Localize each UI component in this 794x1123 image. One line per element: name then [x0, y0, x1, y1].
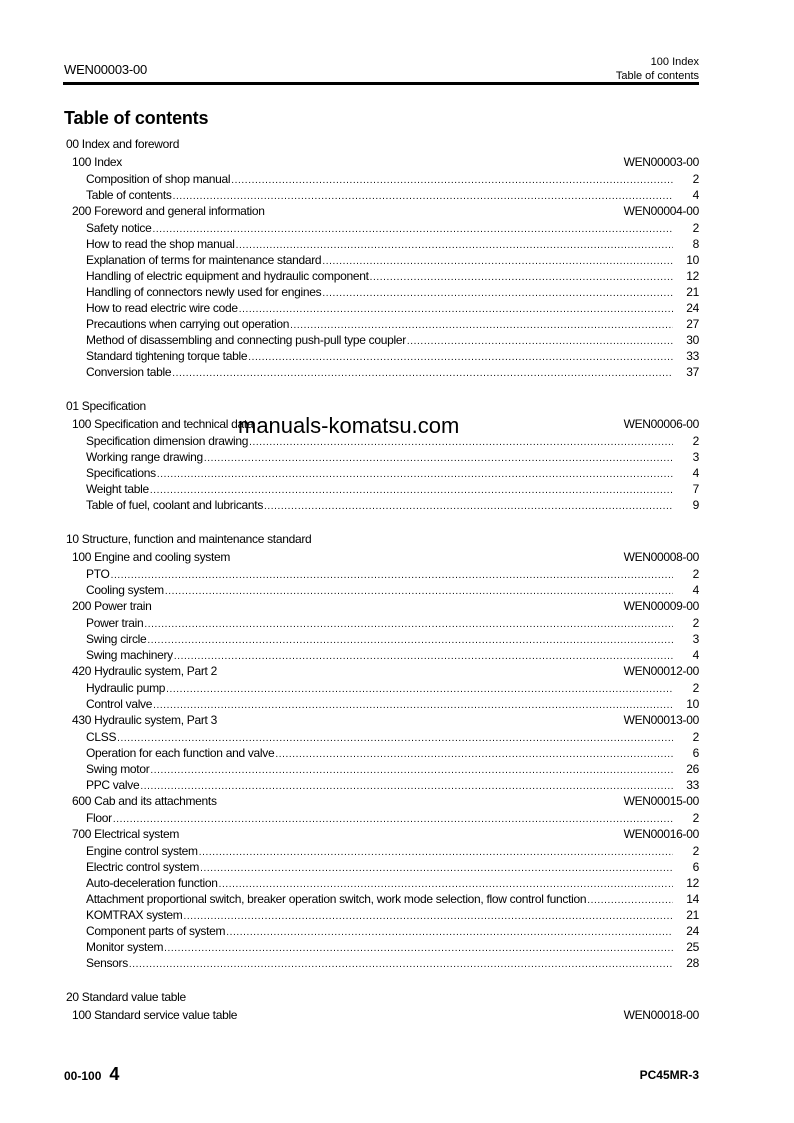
table-of-contents — [64, 136, 699, 1024]
toc-entry[interactable] — [64, 729, 699, 745]
dot-leader — [172, 366, 673, 382]
toc-entry[interactable] — [64, 777, 699, 793]
entry-page: 37 — [686, 365, 699, 379]
toc-entry[interactable] — [64, 875, 699, 891]
entry-page: 3 — [692, 632, 699, 646]
dot-leader — [144, 617, 673, 633]
dot-leader — [147, 633, 673, 649]
chapter-row[interactable] — [64, 1007, 699, 1024]
toc-section — [64, 531, 699, 971]
entry-title: Operation for each function and valve — [86, 746, 275, 760]
toc-entry[interactable] — [64, 332, 699, 348]
entry-title: PTO — [86, 567, 110, 581]
toc-entry[interactable] — [64, 859, 699, 875]
entry-title: KOMTRAX system — [86, 908, 183, 922]
section-title: 01 Specification — [66, 399, 146, 413]
entry-title: Specification dimension drawing — [86, 434, 249, 448]
toc-entry[interactable] — [64, 497, 699, 513]
dot-leader — [370, 270, 673, 286]
dot-leader — [111, 568, 673, 584]
chapter-row[interactable] — [64, 712, 699, 729]
entry-title: Swing motor — [86, 762, 150, 776]
entry-title: Hydraulic pump — [86, 681, 166, 695]
entry-page: 26 — [686, 762, 699, 776]
entry-page: 10 — [686, 253, 699, 267]
entry-page: 4 — [692, 466, 699, 480]
chapter-title: 430 Hydraulic system, Part 3 — [72, 713, 217, 727]
section-title: 10 Structure, function and maintenance standard — [66, 532, 312, 546]
chapter-title: 100 Specification and technical data — [72, 417, 254, 431]
toc-entry[interactable] — [64, 566, 699, 582]
entry-page: 10 — [686, 697, 699, 711]
entry-page: 2 — [692, 811, 699, 825]
entry-page: 27 — [686, 317, 699, 331]
entry-title: Safety notice — [86, 221, 152, 235]
entry-title: Auto-deceleration function — [86, 876, 218, 890]
entry-page: 2 — [692, 844, 699, 858]
toc-entry[interactable] — [64, 465, 699, 481]
entry-title: Electric control system — [86, 860, 200, 874]
entry-page: 12 — [686, 269, 699, 283]
entry-page: 21 — [686, 908, 699, 922]
chapter-row[interactable] — [64, 826, 699, 843]
entry-page: 2 — [692, 681, 699, 695]
toc-entry[interactable] — [64, 300, 699, 316]
chapter-code: WEN00013-00 — [623, 713, 699, 727]
dot-leader — [275, 747, 673, 763]
entry-title: Explanation of terms for maintenance standard — [86, 253, 322, 267]
entry-page: 4 — [692, 188, 699, 202]
toc-entry[interactable] — [64, 843, 699, 859]
chapter-code: WEN00009-00 — [623, 599, 699, 613]
entry-title: How to read the shop manual — [86, 237, 235, 251]
dot-leader — [322, 254, 673, 270]
chapter-row[interactable] — [64, 154, 699, 171]
entry-page: 33 — [686, 349, 699, 363]
toc-entry[interactable] — [64, 955, 699, 971]
entry-page: 25 — [686, 940, 699, 954]
toc-entry[interactable] — [64, 647, 699, 663]
entry-title: Table of contents — [86, 188, 172, 202]
dot-leader — [248, 350, 673, 366]
header-doc-code: WEN00003-00 — [64, 62, 148, 77]
chapter-title: 100 Standard service value table — [72, 1008, 238, 1022]
header-rule — [63, 82, 699, 85]
entry-page: 6 — [692, 860, 699, 874]
entry-title: Composition of shop manual — [86, 172, 231, 186]
toc-entry[interactable] — [64, 284, 699, 300]
entry-title: Attachment proportional switch, breaker operation switch, work mode selection, flow control function — [86, 892, 587, 906]
toc-entry[interactable] — [64, 348, 699, 364]
toc-entry[interactable] — [64, 268, 699, 284]
entry-title: Swing machinery — [86, 648, 173, 662]
entry-title: Method of disassembling and connecting push-pull type coupler — [86, 333, 406, 347]
entry-title: PPC valve — [86, 778, 140, 792]
dot-leader — [199, 845, 673, 861]
toc-entry[interactable] — [64, 236, 699, 252]
entry-page: 2 — [692, 616, 699, 630]
chapter-code: WEN00008-00 — [623, 550, 699, 564]
entry-title: Control valve — [86, 697, 153, 711]
toc-entry[interactable] — [64, 171, 699, 187]
entry-title: Conversion table — [86, 365, 172, 379]
entry-page: 2 — [692, 221, 699, 235]
entry-title: Swing circle — [86, 632, 147, 646]
entry-page: 2 — [692, 434, 699, 448]
entry-title: Table of fuel, coolant and lubricants — [86, 498, 264, 512]
dot-leader — [204, 451, 673, 467]
chapter-code: WEN00003-00 — [623, 155, 699, 169]
entry-page: 24 — [686, 924, 699, 938]
entry-title: How to read electric wire code — [86, 301, 238, 315]
chapter-code: WEN00012-00 — [623, 664, 699, 678]
entry-title: Weight table — [86, 482, 149, 496]
toc-entry[interactable] — [64, 582, 699, 598]
entry-page: 2 — [692, 730, 699, 744]
section-title: 20 Standard value table — [66, 990, 186, 1004]
dot-leader — [407, 334, 673, 350]
toc-entry[interactable] — [64, 891, 699, 907]
toc-entry[interactable] — [64, 449, 699, 465]
entry-page: 4 — [692, 648, 699, 662]
chapter-title: 100 Engine and cooling system — [72, 550, 231, 564]
entry-title: Engine control system — [86, 844, 198, 858]
toc-entry[interactable] — [64, 745, 699, 761]
toc-entry[interactable] — [64, 907, 699, 923]
entry-title: CLSS — [86, 730, 117, 744]
dot-leader — [153, 698, 673, 714]
entry-title: Cooling system — [86, 583, 164, 597]
chapter-row[interactable] — [64, 549, 699, 566]
entry-title: Handling of electric equipment and hydraulic component — [86, 269, 369, 283]
toc-entry[interactable] — [64, 761, 699, 777]
chapter-title: 420 Hydraulic system, Part 2 — [72, 664, 217, 678]
toc-entry[interactable] — [64, 316, 699, 332]
entry-page: 14 — [686, 892, 699, 906]
dot-leader — [140, 779, 673, 795]
toc-entry[interactable] — [64, 696, 699, 712]
chapter-title: 200 Power train — [72, 599, 152, 613]
toc-section — [64, 136, 699, 380]
chapter-code: WEN00016-00 — [623, 827, 699, 841]
dot-leader — [226, 925, 673, 941]
footer-page-ref — [64, 1064, 119, 1085]
dot-leader — [174, 649, 673, 665]
entry-title: Standard tightening torque table — [86, 349, 248, 363]
dot-leader — [322, 286, 673, 302]
toc-entry[interactable] — [64, 364, 699, 380]
chapter-row[interactable] — [64, 663, 699, 680]
dot-leader — [113, 812, 673, 828]
dot-leader — [239, 302, 673, 318]
toc-entry[interactable] — [64, 810, 699, 826]
entry-title: Power train — [86, 616, 144, 630]
entry-title: Monitor system — [86, 940, 164, 954]
header-subsection-name: Table of contents — [615, 70, 699, 82]
dot-leader — [231, 173, 673, 189]
entry-title: Precautions when carrying out operation — [86, 317, 290, 331]
chapter-row[interactable] — [64, 598, 699, 615]
dot-leader — [164, 941, 673, 957]
header-section-info — [616, 55, 699, 83]
chapter-code: WEN00015-00 — [623, 794, 699, 808]
entry-page: 9 — [692, 498, 699, 512]
watermark-text: manuals-komatsu.com — [238, 413, 460, 438]
entry-page: 28 — [686, 956, 699, 970]
chapter-title: 600 Cab and its attachments — [72, 794, 217, 808]
section-title: 00 Index and foreword — [66, 137, 180, 151]
entry-page: 8 — [692, 237, 699, 251]
dot-leader — [166, 682, 673, 698]
footer-model: PC45MR-3 — [639, 1068, 699, 1082]
toc-entry[interactable] — [64, 923, 699, 939]
entry-title: Working range drawing — [86, 450, 203, 464]
chapter-code: WEN00006-00 — [623, 417, 699, 431]
entry-page: 30 — [686, 333, 699, 347]
entry-title: Floor — [86, 811, 112, 825]
entry-page: 12 — [686, 876, 699, 890]
entry-title: Component parts of system — [86, 924, 226, 938]
page-title: Table of contents — [64, 108, 209, 128]
entry-page: 2 — [692, 567, 699, 581]
chapter-row[interactable] — [64, 203, 699, 220]
entry-page: 24 — [686, 301, 699, 315]
entry-title: Handling of connectors newly used for engines — [86, 285, 322, 299]
dot-leader — [264, 499, 673, 515]
dot-leader — [165, 584, 673, 600]
entry-page: 33 — [686, 778, 699, 792]
toc-entry[interactable] — [64, 187, 699, 203]
toc-entry[interactable] — [64, 631, 699, 647]
dot-leader — [129, 957, 673, 973]
dot-leader — [157, 467, 673, 483]
toc-entry[interactable] — [64, 680, 699, 696]
dot-leader — [150, 763, 673, 779]
chapter-title: 700 Electrical system — [72, 827, 180, 841]
dot-leader — [183, 909, 673, 925]
entry-page: 7 — [692, 482, 699, 496]
dot-leader — [587, 893, 673, 909]
chapter-title: 200 Foreword and general information — [72, 204, 265, 218]
toc-entry[interactable] — [64, 252, 699, 268]
chapter-row[interactable] — [64, 793, 699, 810]
toc-section — [64, 989, 699, 1024]
entry-page: 6 — [692, 746, 699, 760]
entry-page: 4 — [692, 583, 699, 597]
chapter-code: WEN00018-00 — [623, 1008, 699, 1022]
toc-entry[interactable] — [64, 481, 699, 497]
chapter-code: WEN00004-00 — [623, 204, 699, 218]
footer-page-number: 4 — [109, 1064, 120, 1084]
footer-section-code: 00-100 — [64, 1069, 102, 1083]
header-section-name: 100 Index — [650, 56, 699, 68]
entry-title: Specifications — [86, 466, 156, 480]
chapter-title: 100 Index — [72, 155, 123, 169]
entry-page: 2 — [692, 172, 699, 186]
dot-leader — [200, 861, 673, 877]
entry-page: 21 — [686, 285, 699, 299]
entry-page: 3 — [692, 450, 699, 464]
toc-entry[interactable] — [64, 220, 699, 236]
toc-entry[interactable] — [64, 615, 699, 631]
toc-entry[interactable] — [64, 939, 699, 955]
entry-title: Sensors — [86, 956, 128, 970]
